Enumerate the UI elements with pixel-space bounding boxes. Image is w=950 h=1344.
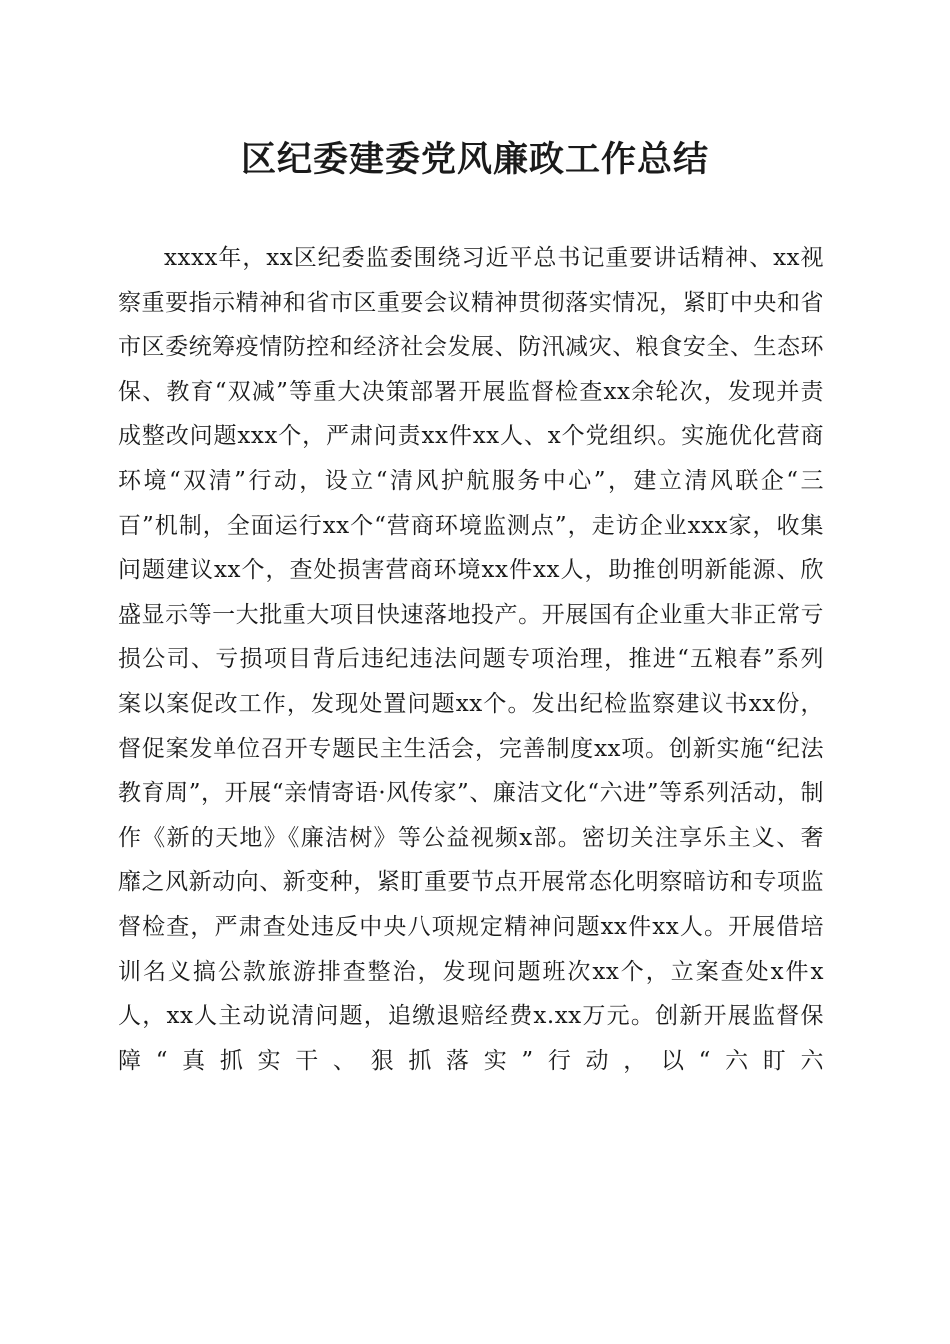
body-paragraph: xxxx年，xx区纪委监委围绕习近平总书记重要讲话精神、xx视察重要指示精神和省市区重要会议精神贯彻落实情况，紧盯中央和省市区委统筹疫情防控和经济社会发展、防汛减灾、粮食安全、生态环保、教育“双减”等重大决策部署开展监督检查xx余轮次，发现并责成整改问题xxx个，严肃问责xx件xx人、x个党组织。实施优化营商环境“双清”行动，设立“清风护航服务中心”，建立清风联企“三百”机制，全面运行xx个“营商环境监测点”，走访企业xxx家，收集问题建议xx个，查处损害营商环境xx件xx人，助推创明新能源、欣盛显示等一大批重大项目快速落地投产。开展国有企业重大非正常亏损公司、亏损项目背后违纪违法问题专项治理，推进“五粮春”系列案以案促改工作，发现处置问题xx个。发出纪检监察建议书xx份，督促案发单位召开专题民主生活会，完善制度xx项。创新实施“纪法教育周”，开展“亲情寄语·风传家”、廉洁文化“六进”等系列活动，制作《新的天地》《廉洁树》等公益视频x部。密切关注享乐主义、奢靡之风新动向、新变种，紧盯重要节点开展常态化明察暗访和专项监督检查，严肃查处违反中央八项规定精神问题xx件xx人。开展借培训名义搞公款旅游排查整治，发现问题班次xx个，立案查处x件x人，xx人主动说清问题，追缴退赔经费x.xx万元。创新开展监督保障“真抓实干、狠抓落实”行动，以“六盯六 [118, 245, 824, 1074]
document-title: 区纪委建委党风廉政工作总结 [240, 139, 709, 180]
